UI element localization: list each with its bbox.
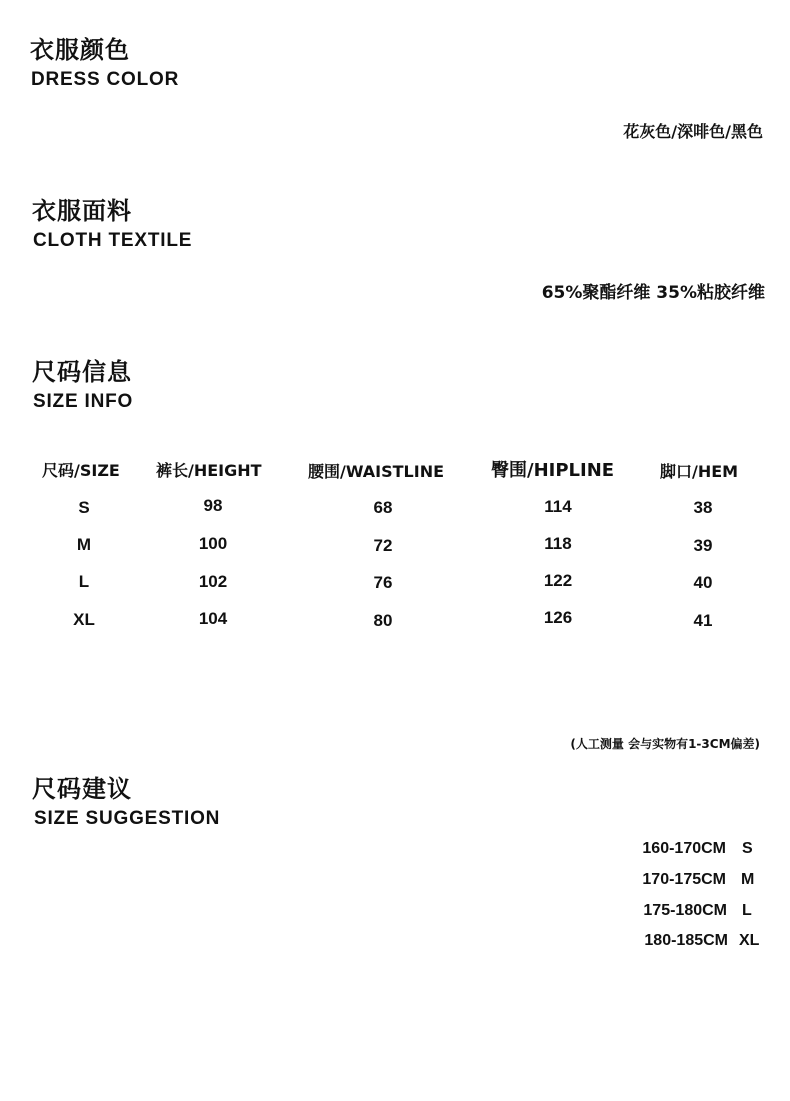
cell-height-l: 102 — [198, 572, 228, 591]
measurement-note: (人工测量 会与实物有1-3CM偏差) — [570, 737, 760, 751]
suggestion-size-m: M — [741, 871, 755, 888]
cell-hip-l: 122 — [543, 571, 573, 590]
cell-waist-s: 68 — [373, 498, 393, 517]
suggestion-size-l: L — [742, 902, 752, 919]
suggestion-size-s: S — [742, 840, 753, 857]
cell-height-m: 100 — [198, 534, 228, 553]
cell-size-l: L — [78, 572, 90, 591]
header-size: 尺码/SIZE — [42, 461, 120, 480]
cell-hem-l: 40 — [693, 573, 713, 592]
header-hem: 脚口/HEM — [660, 462, 739, 481]
suggestion-range-s: 160-170CM — [642, 840, 726, 857]
cell-size-s: S — [78, 498, 90, 517]
cell-hip-xl: 126 — [543, 608, 573, 627]
cell-waist-m: 72 — [373, 536, 393, 555]
cell-hem-s: 38 — [693, 498, 713, 517]
suggestion-title-cn: 尺码建议 — [32, 775, 132, 803]
cell-size-m: M — [76, 535, 92, 554]
cell-height-s: 98 — [203, 496, 223, 515]
header-hipline: 臀围/HIPLINE — [491, 460, 615, 481]
header-height: 裤长/HEIGHT — [156, 461, 262, 480]
cell-hem-xl: 41 — [693, 611, 713, 630]
color-title-en: DRESS COLOR — [31, 69, 180, 90]
cell-size-xl: XL — [73, 610, 95, 629]
size-info-title-en: SIZE INFO — [33, 391, 134, 412]
size-info-title-cn: 尺码信息 — [32, 358, 132, 386]
textile-value: 65%聚酯纤维 35%粘胶纤维 — [541, 283, 765, 303]
suggestion-range-m: 170-175CM — [642, 871, 726, 888]
color-title-cn: 衣服颜色 — [30, 36, 130, 64]
suggestion-range-xl: 180-185CM — [644, 932, 728, 949]
color-value: 花灰色/深啡色/黑色 — [623, 122, 763, 141]
cell-height-xl: 104 — [198, 609, 228, 628]
cell-waist-l: 76 — [373, 573, 393, 592]
cell-waist-xl: 80 — [373, 611, 393, 630]
suggestion-range-l: 175-180CM — [643, 902, 727, 919]
cell-hip-s: 114 — [544, 497, 572, 516]
cell-hip-m: 118 — [544, 534, 572, 553]
suggestion-size-xl: XL — [739, 932, 760, 949]
cell-hem-m: 39 — [693, 536, 713, 555]
suggestion-title-en: SIZE SUGGESTION — [34, 808, 221, 829]
textile-title-en: CLOTH TEXTILE — [33, 230, 193, 251]
header-waistline: 腰围/WAISTLINE — [308, 462, 445, 481]
textile-title-cn: 衣服面料 — [32, 197, 132, 225]
